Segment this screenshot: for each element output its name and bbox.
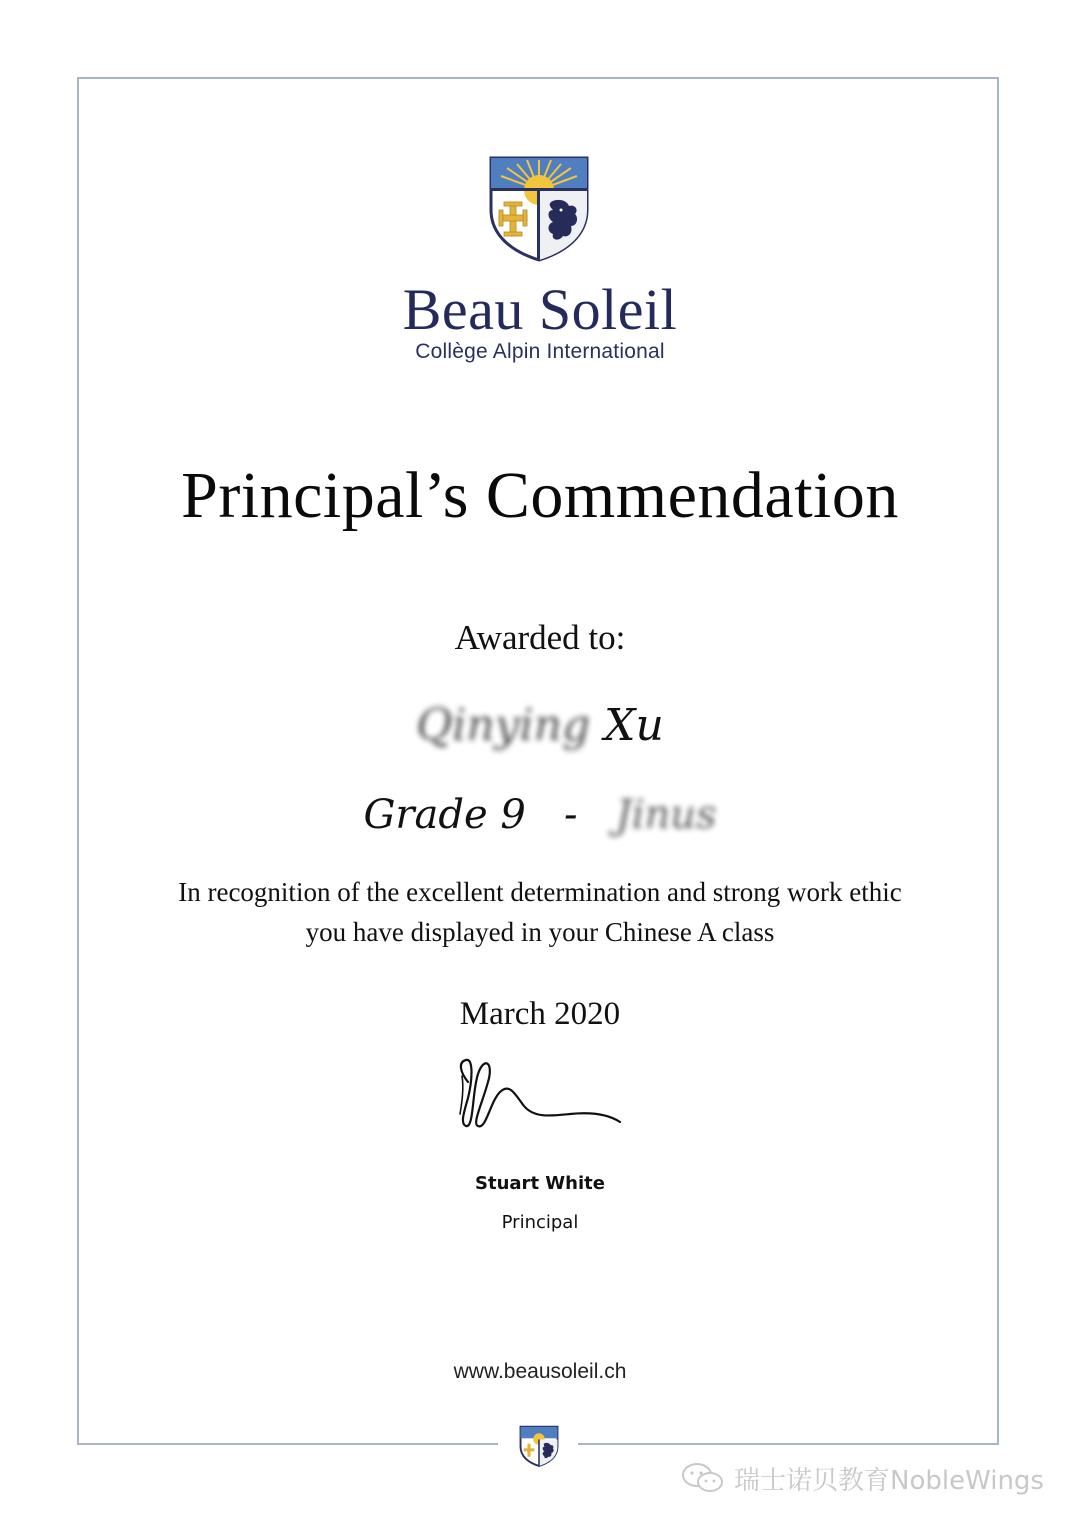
recipient-given-name-redacted: Qinying [416,700,591,751]
principal-signature [450,1052,630,1136]
school-crest-icon [487,154,591,262]
school-subtitle: Collège Alpin International [415,340,665,363]
recipient-family-name: Xu [604,700,664,751]
school-crest-small-icon [519,1424,559,1468]
recipient-grade [0,792,1080,838]
wechat-icon [680,1461,726,1495]
awarded-label: Awarded to: [454,618,626,657]
certificate-title: Principal’s Commendation [181,459,899,532]
grade-label: Grade 9 [363,792,526,838]
recognition-line-2: you have displayed in your Chinese A class [305,917,775,947]
recognition-line-1: In recognition of the excellent determination and strong work ethic [178,877,902,907]
wechat-watermark [680,1458,1044,1498]
school-name: Beau Soleil [402,277,678,342]
watermark-text: 瑞士诺贝教育NobleWings [734,1465,1044,1496]
signer-name: Stuart White [475,1173,605,1194]
signer-role: Principal [501,1212,579,1233]
grade-separator: - [563,792,578,838]
school-website: www.beausoleil.ch [453,1360,627,1383]
award-date: March 2020 [459,996,621,1032]
recipient-name [0,700,1080,751]
grade-section-redacted: Jinus [615,792,717,838]
recognition-text [0,872,1080,952]
